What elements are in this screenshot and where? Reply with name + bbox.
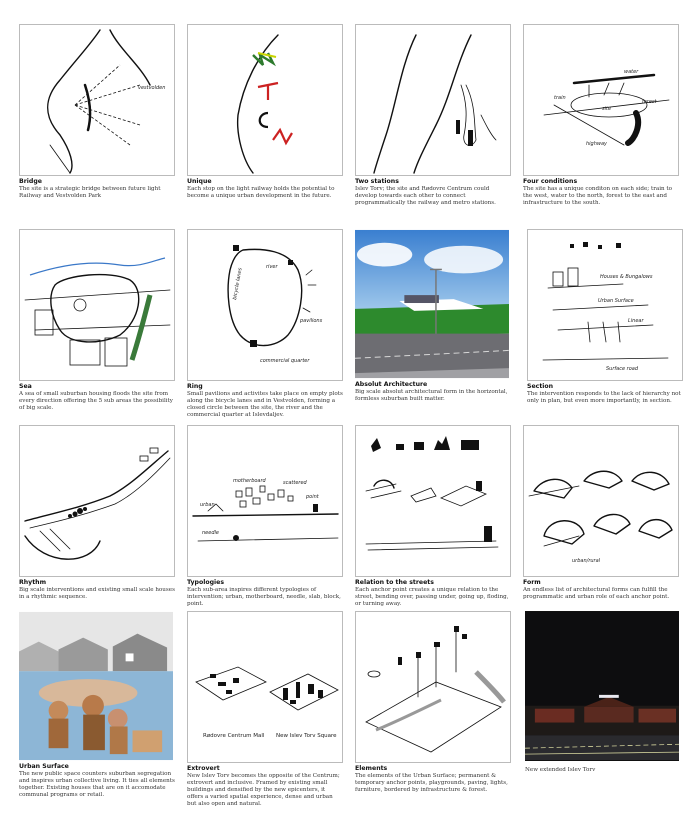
note-point: point xyxy=(306,494,319,500)
panel-section-image xyxy=(527,229,683,381)
panel-four-conditions-image xyxy=(523,24,679,176)
panel-new-islev-torv xyxy=(525,611,681,774)
four-conditions-sketch xyxy=(524,25,678,175)
label-rodovre: Rødovre Centrum Mall xyxy=(203,733,265,739)
note-motherboard: motherboard xyxy=(233,478,266,484)
note-urban-rural: urban/rural xyxy=(572,558,601,564)
unique-sketch xyxy=(188,25,342,175)
panel-ring-image xyxy=(187,229,343,381)
panel-text: Big scale absolut architectural form in the horizontal, formless suburban built matter. xyxy=(355,389,508,402)
panel-elements xyxy=(355,611,511,794)
panel-absolut-image xyxy=(355,229,509,379)
panel-title: Elements xyxy=(355,765,388,772)
panel-title: Typologies xyxy=(187,579,224,586)
panel-unique xyxy=(187,24,343,200)
panel-urban-surface-image xyxy=(19,611,173,761)
panel-form xyxy=(523,425,679,601)
elements-sketch xyxy=(356,612,510,762)
urban-surface-collage xyxy=(19,611,173,761)
panel-relation-image xyxy=(355,425,511,577)
form-sketch xyxy=(524,426,678,576)
note-water: water xyxy=(624,69,639,75)
panel-typologies-image xyxy=(187,425,343,577)
note-commercial: commercial quarter xyxy=(260,358,310,364)
panel-absolut-architecture xyxy=(355,229,511,403)
typologies-sketch xyxy=(188,426,342,576)
note-river: river xyxy=(266,264,278,270)
rhythm-sketch xyxy=(20,426,174,576)
panel-sea-image xyxy=(19,229,175,381)
panel-text: New Islev Torv becomes the opposite of the Centrum; extrovert and inclusive. Framed by existing small buildings and densified by the new epicenters, it offers a varied spatial experience, dense and urban but also open and natural. xyxy=(187,773,340,807)
panel-title: Urban Surface xyxy=(19,763,69,770)
panel-text: New extended Islev Torv xyxy=(525,767,596,773)
panel-text: An endless list of architectural forms can fulfill the programmatic and urban role of each anchor point. xyxy=(523,587,670,600)
panel-two-stations xyxy=(355,24,511,207)
panel-title: Extrovert xyxy=(187,765,220,772)
panel-urban-surface xyxy=(19,611,175,799)
panel-title: Unique xyxy=(187,178,212,185)
panel-extrovert xyxy=(187,611,343,808)
panel-relation-streets xyxy=(355,425,511,608)
two-stations-sketch xyxy=(356,25,510,175)
panel-title: Absolut Architecture xyxy=(355,381,428,388)
panel-text: Small pavilions and activites take place on empty plots along the bicycle lanes and in Vestvolden, forming a closed circle between the site, the river and the commercial quarter at Islevdaljev. xyxy=(187,391,343,418)
panel-title: Ring xyxy=(187,383,203,390)
panel-title: Section xyxy=(527,383,554,390)
panel-text: Big scale interventions and existing small scale houses in a rhythmic sequence. xyxy=(19,587,175,600)
sea-sketch xyxy=(20,230,174,380)
panel-text: The intervention responds to the lack of hierarchy not only in plan, but even more importantly, in section. xyxy=(527,391,681,404)
extrovert-sketch xyxy=(188,612,342,762)
note-forest: forest xyxy=(642,99,657,105)
note-surface: Surface road xyxy=(606,366,638,372)
label-new-islev: New Islev Torv Square xyxy=(276,733,337,739)
relation-sketch xyxy=(356,426,510,576)
panel-extrovert-image xyxy=(187,611,343,763)
note-needle: needle xyxy=(202,530,219,536)
note-site: site xyxy=(602,106,612,112)
panel-rhythm-image xyxy=(19,425,175,577)
svg-text:vestvolden: vestvolden xyxy=(138,85,166,91)
panel-elements-image xyxy=(355,611,511,763)
absolut-photo xyxy=(355,229,509,379)
panel-title: Two stations xyxy=(355,178,399,185)
panel-rhythm xyxy=(19,425,175,601)
bridge-sketch xyxy=(20,25,174,175)
panel-night-image xyxy=(525,611,679,761)
panel-bridge-image xyxy=(19,24,175,176)
panel-text: Each stop on the light railway holds the potential to become a unique urban development in the future. xyxy=(187,186,335,199)
panel-title: Sea xyxy=(19,383,32,390)
note-scattered: scattered xyxy=(283,480,307,486)
night-render xyxy=(525,611,679,761)
note-urban: urban xyxy=(200,502,215,508)
panel-typologies xyxy=(187,425,343,608)
note-train: train xyxy=(554,95,566,101)
panel-text: Each anchor point creates a unique relation to the street, bending over, passing under, going up, floding, or turning away. xyxy=(355,587,509,607)
note-houses: Houses & Bungalows xyxy=(600,274,653,280)
panel-text: The site is a strategic bridge between future light Railway and Vestvolden Park xyxy=(19,186,161,199)
ring-sketch xyxy=(188,230,342,380)
panel-title: Relation to the streets xyxy=(355,579,434,586)
panel-four-conditions xyxy=(523,24,679,207)
panel-bridge xyxy=(19,24,175,200)
note-pavilions: pavilions xyxy=(300,318,323,324)
panel-text: The elements of the Urban Surface; permanent & temporary anchor points, playgrounds, paving, lights, furniture, bordered by infrastructure & forest. xyxy=(355,773,508,793)
note-linear: Linear xyxy=(628,318,644,324)
panel-title: Bridge xyxy=(19,178,42,185)
panel-title: Four conditions xyxy=(523,178,578,185)
panel-title: Rhythm xyxy=(19,579,47,586)
panel-title: Form xyxy=(523,579,541,586)
panel-text: A sea of small suburban housing floods the site from every direction offering the 5 sub areas the possibility of big scale. xyxy=(19,391,173,411)
note-urban: Urban Surface xyxy=(598,298,634,304)
panel-two-stations-image xyxy=(355,24,511,176)
panel-text: The new public space counters suburban segregation and inspires urban collective living. It ties all elements together. Existing houses that are on it accomodate communal programs or retail. xyxy=(19,771,175,798)
panel-form-image xyxy=(523,425,679,577)
section-sketch xyxy=(528,230,682,380)
panel-text: The site has a unique conditon on each side; train to the west, water to the north, forest to the east and infrastructure to the south. xyxy=(523,186,673,206)
note-highway: highway xyxy=(586,141,608,147)
panel-sea xyxy=(19,229,175,412)
panel-unique-image xyxy=(187,24,343,176)
panel-text: Each sub-area inspires different typologies of intervention; urban, motherboard, needle, slab, block, point. xyxy=(187,587,341,607)
note-bicycle: bicycle lanes xyxy=(232,267,244,301)
panel-section xyxy=(527,229,683,405)
panel-ring xyxy=(187,229,343,419)
panel-text: Islev Torv; the site and Rødovre Centrum could develop towards each other to connect programmatically the railway and metro stations. xyxy=(355,186,496,206)
